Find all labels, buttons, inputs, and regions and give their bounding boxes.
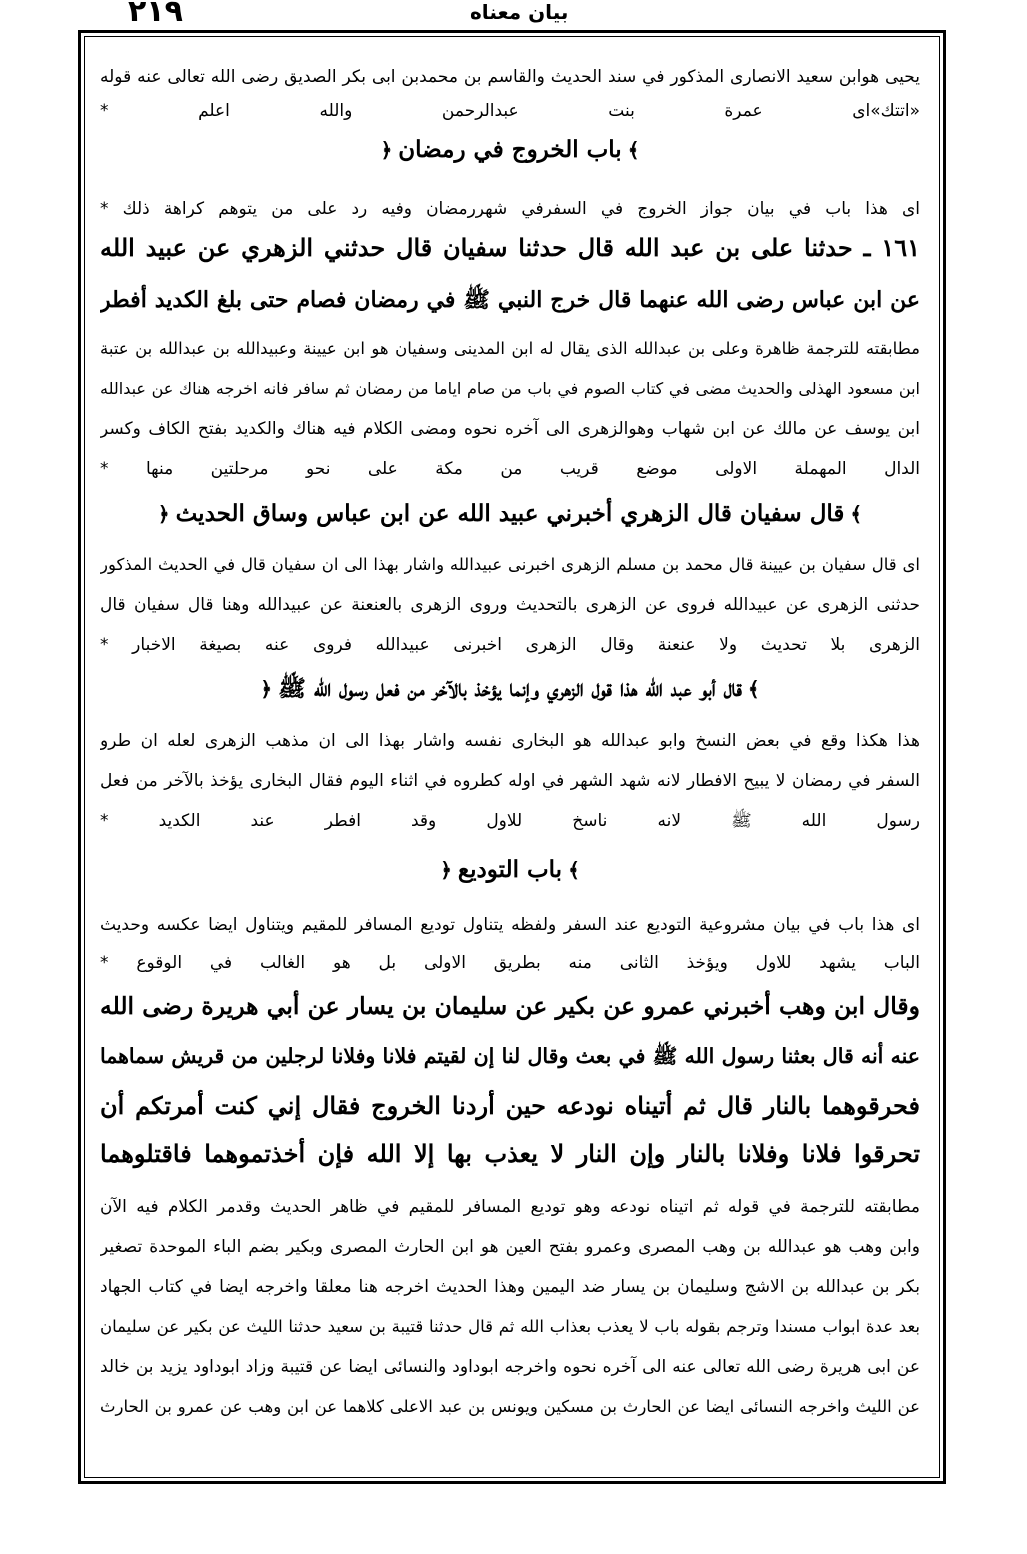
- hadith-line: عنه أنه قال بعثنا رسول الله ﷺ في بعث وقال لنا إن لقيتم فلانا وفلانا لرجلين من قريش سماهما: [100, 1044, 920, 1068]
- commentary-line: حدثنى الزهرى عن عبيدالله فروى عن الزهرى بالتحديث وروى الزهرى بالعنعنة عن عبيدالله وهنا قال سفيان قال: [100, 595, 920, 615]
- commentary-line: ابن مسعود الهذلى والحديث مضى في كتاب الصوم في باب من صام اياما من رمضان ثم سافر فانه اخرجه هناك عن عبدالله: [100, 379, 920, 398]
- hadith-line: تحرقوا فلانا وفلانا بالنار وإن النار لا يعذب بها إلا الله فإن أخذتموهما فاقتلوهما: [100, 1139, 920, 1168]
- chapter-heading-text: باب الخروج في رمضان: [398, 136, 622, 163]
- hadith-line: فحرقوهما بالنار قال ثم أتيناه نودعه حين أردنا الخروج فقال إني كنت أمرتكم أن: [100, 1091, 920, 1120]
- commentary-line: الزهرى بلا تحديث ولا عنعنة وقال الزهرى اخبرنى عبيدالله فروى عنه بصيغة الاخبار *: [100, 635, 920, 655]
- commentary-line: عن ابى هريرة رضى الله تعالى عنه الى آخره نحوه واخرجه ابوداود والنسائى ايضا عن قتيبة وزاد ابوداود يزيد بن خالد: [100, 1357, 920, 1377]
- commentary-line: مطابقته للترجمة في قوله ثم اتيناه نودعه وهو توديع المسافر للمقيم في ظاهر الحديث وقدمر الكلام فيه الآن: [100, 1197, 920, 1217]
- hadith-heading-text: قال أبو عبد الله هذا قول الزهري وإنما يؤخذ بالآخر من فعل رسول الله ﷺ: [278, 675, 742, 702]
- chapter-heading-text: باب التوديع: [457, 856, 563, 883]
- hadith-line: عن ابن عباس رضى الله عنهما قال خرج النبي ﷺ في رمضان فصام حتى بلغ الكديد أفطر: [100, 287, 920, 313]
- ornament-close-icon: ﴿: [380, 138, 393, 162]
- commentary-line: مطابقته للترجمة ظاهرة وعلى بن عبدالله الذى يقال له ابن المدينى وسفيان هو ابن عيينة وعبيدالله بن عبدالله بن عتبة: [100, 339, 920, 358]
- hadith-heading: [100, 674, 920, 708]
- commentary-line: عن الليث واخرجه النسائى ايضا عن الحارث بن مسكين ويونس بن عبد الاعلى كلاهما عن ابن وهب عن عمرو بن الحارث: [100, 1397, 920, 1416]
- commentary-line: بعد عدة ابواب مسندا وترجم بقوله باب لا يعذب بعذاب الله ثم قال حدثنا قتيبة بن سعيد حدثنا الليث عن بكير عن سليمان: [100, 1317, 920, 1336]
- chapter-heading: [100, 856, 920, 883]
- commentary-line: الدال المهملة الاولى موضع قريب من مكة على نحو مرحلتين منها *: [100, 459, 920, 479]
- ornament-open-icon: ﴾: [850, 502, 863, 526]
- ornament-close-icon: ﴿: [260, 677, 273, 701]
- hadith-line: ١٦١ ـ حدثنا على بن عبد الله قال حدثنا سفيان قال حدثني الزهري عن عبيد الله: [100, 233, 920, 262]
- commentary-line: اى قال سفيان بن عيينة قال محمد بن مسلم الزهرى اخبرنى عبيدالله واشار بهذا الى ان سفيان قال في الحديث المذكور: [100, 555, 920, 574]
- ornament-close-icon: ﴿: [440, 858, 452, 882]
- commentary-line: رسول الله ﷺ لانه ناسخ للاول وقد افطر عند الكديد *: [100, 811, 920, 831]
- commentary-line: «اتتك»اى عمرة بنت عبدالرحمن والله اعلم *: [100, 101, 920, 121]
- ornament-open-icon: ﴾: [627, 138, 640, 162]
- commentary-line: اى هذا باب في بيان مشروعية التوديع عند السفر ولفظه يتناول توديع المسافر للمقيم ويتناول ايضا عكسه وحديث: [100, 915, 920, 935]
- commentary-line: ابن يوسف عن مالك عن ابن شهاب وهوالزهرى الى آخره نحوه ومضى الكلام فيه هناك والكديد بفتح الكاف وكسر: [100, 419, 920, 439]
- page-number: ٢١٩: [128, 0, 183, 29]
- commentary-line: وابن وهب هو عبدالله بن وهب المصرى وعمرو بفتح العين هو ابن الحارث المصرى وبكير بضم الباء الموحدة تصغير: [100, 1237, 920, 1257]
- hadith-line: وقال ابن وهب أخبرني عمرو عن بكير عن سليمان بن يسار عن أبي هريرة رضى الله: [100, 992, 920, 1020]
- ornament-open-icon: ﴾: [747, 677, 760, 701]
- ornament-close-icon: ﴿: [157, 502, 170, 526]
- commentary-line: الباب يشهد للاول ويؤخذ الثانى منه بطريق الاولى بل هو الغالب في الوقوع *: [100, 953, 920, 973]
- running-title: بيان معناه: [470, 0, 569, 24]
- chapter-heading: [100, 136, 920, 163]
- commentary-line: هذا هكذا وقع في بعض النسخ وابو عبدالله هو البخارى نفسه واشار بهذا الى ان مذهب الزهرى لعله ان طرو: [100, 731, 920, 751]
- ornament-open-icon: ﴾: [568, 858, 580, 882]
- hadith-heading: [100, 500, 920, 527]
- commentary-line: بكر بن عبدالله بن الاشج وسليمان بن يسار ضد اليمين وهذا الحديث اخرجه هنا معلقا واخرجه ايضا في كتاب الجهاد: [100, 1277, 920, 1297]
- hadith-heading-text: قال سفيان قال الزهري أخبرني عبيد الله عن ابن عباس وساق الحديث: [175, 500, 845, 527]
- commentary-line: السفر في رمضان لا يبيح الافطار لانه شهد الشهر في اوله كطروه في اثناء اليوم فقال البخارى يؤخذ بالآخر من فعل: [100, 771, 920, 791]
- commentary-line: يحيى هوابن سعيد الانصارى المذكور في سند الحديث والقاسم بن محمدبن ابى بكر الصديق رضى الله تعالى عنه قوله: [100, 67, 920, 87]
- page-header: [0, 0, 1027, 30]
- commentary-line: اى هذا باب في بيان جواز الخروج في السفرفي شهررمضان وفيه رد على من يتوهم كراهة ذلك *: [100, 199, 920, 219]
